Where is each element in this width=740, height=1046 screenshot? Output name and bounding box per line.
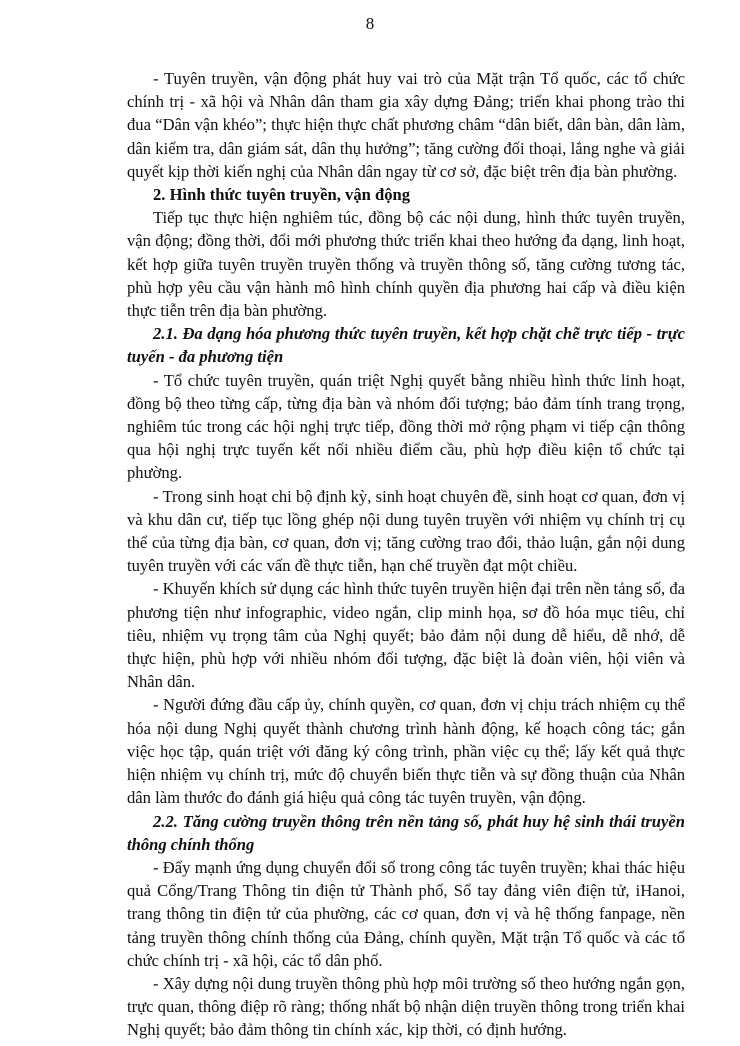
paragraph-to-chuc: - Tổ chức tuyên truyền, quán triệt Nghị quyết bằng nhiều hình thức linh hoạt, đồng bộ theo từng cấp, từng địa bàn và nhóm đối tượng; bảo đảm tính trang trọng, nghiêm túc trong các hội nghị trực tiếp, đồng thời mở rộng phạm vi tiếp cận thông qua hội nghị trực tuyến kết nối nhiều điểm cầu, phù hợp điều kiện tổ chức tại phường. xyxy=(127,370,685,483)
paragraph-khuyen-khich: - Khuyến khích sử dụng các hình thức tuyên truyền hiện đại trên nền tảng số, đa phương tiện như infographic, video ngắn, clip minh họa, sơ đồ hóa mục tiêu, chỉ tiêu, nhiệm vụ trọng tâm của Nghị quyết; bảo đảm nội dung dễ hiểu, dễ nhớ, dễ thực hiện, phù hợp với nhiều nhóm đối tượng, đặc biệt là đoàn viên, hội viên và Nhân dân. xyxy=(127,579,685,692)
page-number: 8 xyxy=(365,14,375,33)
document-body xyxy=(127,67,685,1042)
paragraph-sinh-hoat: - Trong sinh hoạt chi bộ định kỳ, sinh hoạt chuyên đề, sinh hoạt cơ quan, đơn vị và khu dân cư, tiếp tục lồng ghép nội dung tuyên truyền với nhiệm vụ chính trị cụ thể của từng địa bàn, cơ quan, đơn vị; tăng cường trao đổi, thảo luận, gắn nội dung tuyên truyền với các vấn đề thực tiễn, hạn chế truyền đạt một chiều. xyxy=(127,486,685,576)
paragraph-tiep-tuc: Tiếp tục thực hiện nghiêm túc, đồng bộ các nội dung, hình thức tuyên truyền, vận động; đồng thời, đổi mới phương thức triển khai theo hướng đa dạng, linh hoạt, kết hợp giữa tuyên truyền truyền thống và truyền thông số, tăng cường tương tác, phù hợp yêu cầu vận hành mô hình chính quyền địa phương hai cấp và điều kiện thực tiễn trên địa bàn phường. xyxy=(127,208,685,321)
paragraph-nguoi-dung-dau: - Người đứng đầu cấp ủy, chính quyền, cơ quan, đơn vị chịu trách nhiệm cụ thể hóa nội dung Nghị quyết thành chương trình hành động, kế hoạch công tác; gắn việc học tập, quán triệt với đăng ký công trình, phần việc cụ thể; lấy kết quả thực hiện nhiệm vụ chính trị, mức độ chuyển biến thực tiễn và sự đồng thuận của Nhân dân làm thước đo đánh giá hiệu quả công tác tuyên truyền, vận động. xyxy=(127,695,685,808)
section-heading-hinh-thuc: 2. Hình thức tuyên truyền, vận động xyxy=(153,185,411,205)
subheading-2-2: 2.2. Tăng cường truyền thông trên nền tảng số, phát huy hệ sinh thái truyền thông chính thống xyxy=(127,811,685,854)
paragraph-xay-dung: - Xây dựng nội dung truyền thông phù hợp môi trường số theo hướng ngắn gọn, trực quan, thông điệp rõ ràng; thống nhất bộ nhận diện truyền thông trong triển khai Nghị quyết; bảo đảm thông tin chính xác, kịp thời, có định hướng. xyxy=(127,973,685,1040)
paragraph-mat-tran: - Tuyên truyền, vận động phát huy vai trò của Mặt trận Tổ quốc, các tổ chức chính trị - xã hội và Nhân dân tham gia xây dựng Đảng; triển khai phong trào thi đua “Dân vận khéo”; thực hiện thực chất phương châm “dân biết, dân bàn, dân làm, dân kiểm tra, dân giám sát, dân thụ hưởng”; tăng cường đối thoại, lắng nghe và giải quyết kịp thời kiến nghị của Nhân dân ngay từ cơ sở, đặc biệt trên địa bàn phường. xyxy=(127,69,685,181)
subheading-2-1: 2.1. Đa dạng hóa phương thức tuyên truyền, kết hợp chặt chẽ trực tiếp - trực tuyến - đa phương tiện xyxy=(127,324,685,367)
paragraph-day-manh: - Đẩy mạnh ứng dụng chuyển đổi số trong công tác tuyên truyền; khai thác hiệu quả Cổng/Trang Thông tin điện tử Thành phố, Sổ tay đảng viên điện tử, iHanoi, trang thông tin điện tử của phường, các cơ quan, đơn vị và hệ thống fanpage, nền tảng truyền thông chính thống của Đảng, chính quyền, Mặt trận Tổ quốc và các tổ chức chính trị - xã hội, các tổ dân phố. xyxy=(127,857,685,970)
